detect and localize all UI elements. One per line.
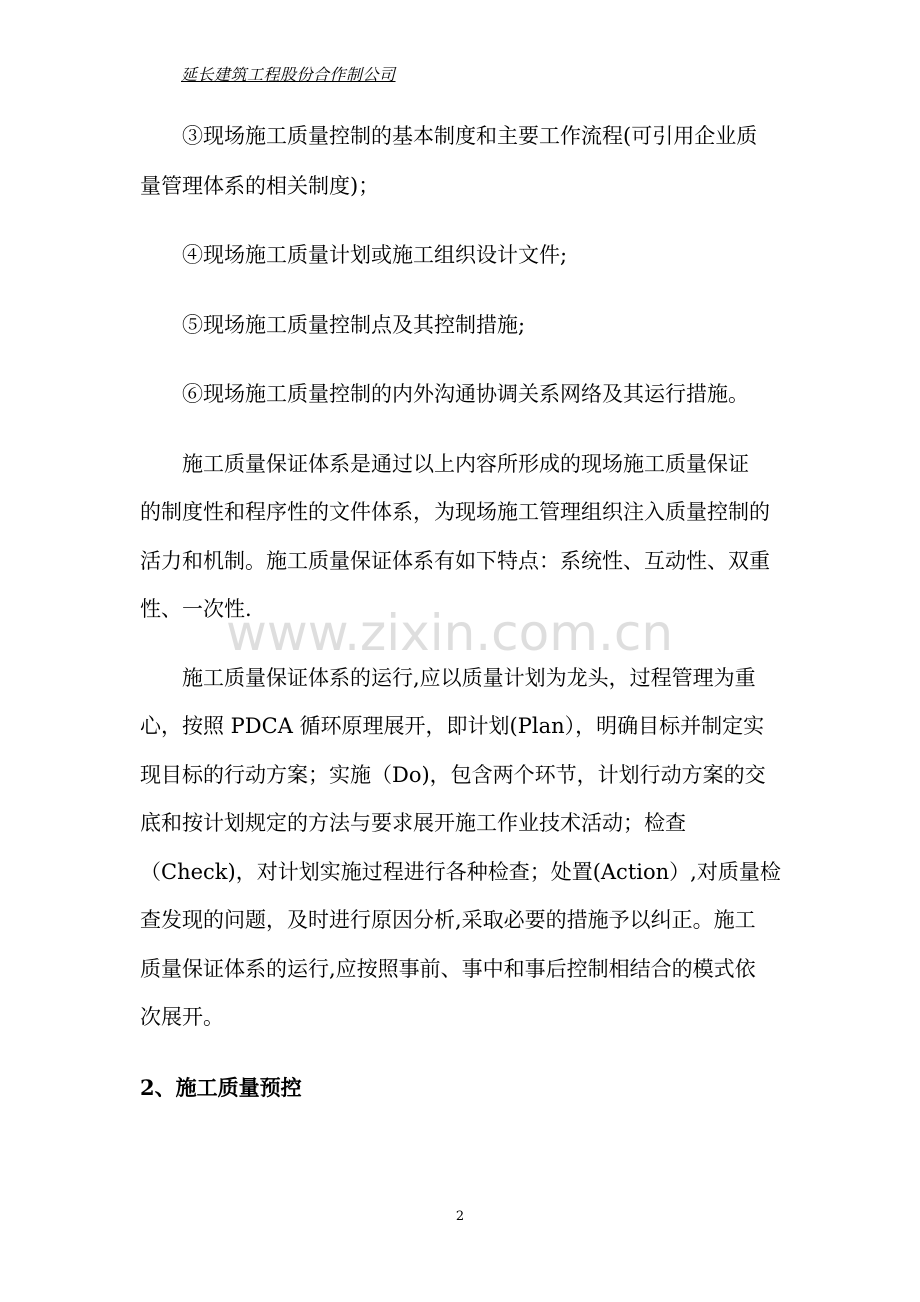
paragraph-2-line-7: 质量保证体系的运行,应按照事前、事中和事后控制相结合的模式依 (140, 957, 756, 981)
paragraph-2-line-8: 次展开。 (140, 1005, 224, 1029)
item-3-line-1: ③现场施工质量控制的基本制度和主要工作流程(可引用企业质 (182, 124, 758, 148)
paragraph-1-line-3: 活力和机制。施工质量保证体系有如下特点：系统性、互动性、双重 (140, 549, 770, 573)
item-6: ⑥现场施工质量控制的内外沟通协调关系网络及其运行措施。 (182, 382, 749, 406)
paragraph-2-line-1: 施工质量保证体系的运行,应以质量计划为龙头，过程管理为重 (182, 666, 756, 690)
company-header: 延长建筑工程股份合作制公司 (181, 65, 396, 84)
item-5: ⑤现场施工质量控制点及其控制措施; (182, 313, 526, 337)
paragraph-2-line-6: 查发现的问题，及时进行原因分析,采取必要的措施予以纠正。施工 (140, 908, 756, 932)
paragraph-2-line-5: （Check)，对计划实施过程进行各种检查；处置(Action）,对质量检 (140, 860, 781, 884)
paragraph-2-line-4: 底和按计划规定的方法与要求展开施工作业技术活动；检查 (140, 811, 686, 835)
page-number: 2 (455, 1209, 465, 1224)
paragraph-1-line-2: 的制度性和程序性的文件体系，为现场施工管理组织注入质量控制的 (140, 500, 770, 524)
item-4: ④现场施工质量计划或施工组织设计文件; (182, 243, 568, 267)
section-heading: 2、施工质量预控 (140, 1075, 302, 1100)
paragraph-1-line-4: 性、一次性. (140, 597, 252, 621)
paragraph-1-line-1: 施工质量保证体系是通过以上内容所形成的现场施工质量保证 (182, 452, 749, 476)
watermark: www.zixin.com.cn (226, 604, 674, 662)
paragraph-2-line-3: 现目标的行动方案；实施（Do)，包含两个环节，计划行动方案的交 (140, 763, 766, 787)
paragraph-2-line-2: 心，按照 PDCA 循环原理展开，即计划(Plan），明确目标并制定实 (140, 714, 765, 738)
item-3-line-2: 量管理体系的相关制度)； (140, 174, 380, 198)
